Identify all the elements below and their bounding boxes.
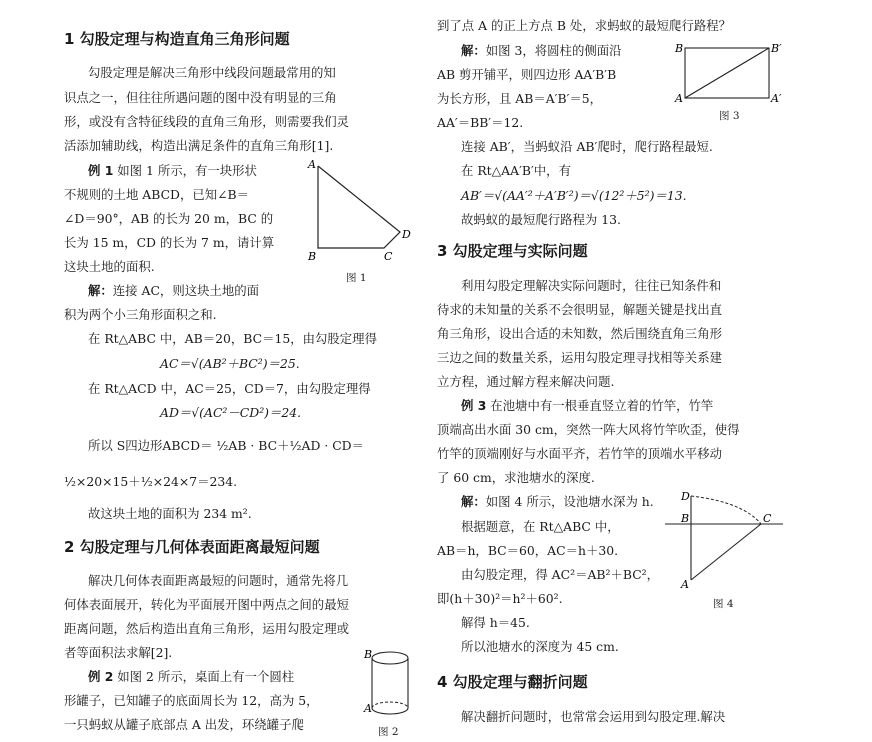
equation-area: 所以 S四边形ABCD＝ ½AB · BC＋½AD · CD＝ [88, 438, 365, 453]
figure-1 [308, 158, 411, 284]
example-1-text: 如图 1 所示，有一块形状 [117, 163, 257, 178]
solution-label: 解： [461, 494, 486, 509]
example-line: 这块土地的面积. [64, 259, 155, 274]
fig2-label-b: B [364, 648, 373, 661]
section-3-title: 3 勾股定理与实际问题 [437, 242, 588, 260]
solution-line: AA′＝BB′＝12. [437, 115, 524, 130]
solution-3-line [461, 496, 654, 508]
fig3-label-a: A [675, 92, 683, 105]
fig1-label-b: B [308, 250, 317, 263]
fig4-label-d: D [681, 490, 690, 503]
solution-label: 解： [461, 43, 486, 58]
equation-ac: AC＝√(AB²＋BC²)＝25. [160, 356, 300, 371]
solution-line: 由勾股定理，得 AC²＝AB²＋BC²， [461, 567, 660, 582]
figure-2-caption: 图 2 [378, 726, 399, 738]
solution-label: 解： [88, 283, 113, 298]
solution-line: 根据题意，在 Rt△ABC 中， [461, 519, 620, 534]
figure-3-caption: 图 3 [719, 110, 740, 122]
solution-line: 在 Rt△AA′B′中，有 [461, 163, 571, 178]
paragraph-line: 何体表面展开，转化为平面展开图中两点之间的最短 [64, 597, 349, 612]
figure-1-diagram [308, 158, 411, 263]
example-2-line [88, 671, 294, 683]
solution-conclusion: 故蚂蚁的最短爬行路程为 13. [461, 212, 621, 227]
example-line: ∠D＝90°，AB 的长为 20 m，BC 的 [64, 211, 274, 226]
paragraph-line: 者等面积法求解[2]. [64, 645, 173, 660]
figure-1-caption: 图 1 [346, 272, 367, 284]
example-1-line [88, 165, 257, 177]
example-2-text: 如图 2 所示，桌面上有一个圆柱 [117, 669, 295, 684]
example-3-line [461, 400, 713, 412]
example-2-label: 例 2 [88, 669, 114, 684]
example-line: 竹竿的顶端刚好与水面平齐，若竹竿的顶端水平移动 [437, 446, 722, 461]
figure-3 [675, 40, 785, 120]
fig2-label-a: A [364, 702, 372, 715]
solution-text: 连接 AC，则这块土地的面 [112, 283, 260, 298]
paragraph-line: 角三角形，设出合适的未知数，然后围绕直角三角形 [437, 326, 722, 341]
solution-line: 解得 h＝45. [461, 615, 530, 630]
paragraph-line: 勾股定理是解决三角形中线段问题最常用的知 [88, 65, 336, 80]
figure-3-diagram [675, 40, 785, 105]
paragraph-line: 解决几何体表面距离最短的问题时，通常先将几 [88, 573, 349, 588]
figure-2-diagram [362, 650, 422, 726]
solution-conclusion: 故这块土地的面积为 234 m². [88, 506, 252, 521]
fig1-label-c: C [384, 250, 393, 263]
fig4-label-a: A [681, 578, 689, 591]
example-line: 形罐子，已知罐子的底面周长为 12，高为 5， [64, 693, 319, 708]
solution-conclusion: 所以池塘水的深度为 45 cm. [461, 639, 619, 654]
equation-ab-prime: AB′＝√(AA′²＋A′B′²)＝√(12²＋5²)＝13. [461, 188, 687, 203]
example-line: 顶端高出水面 30 cm，突然一阵大风将竹竿吹歪，使得 [437, 422, 740, 437]
section-2-title: 2 勾股定理与几何体表面距离最短问题 [64, 538, 320, 556]
figure-4 [663, 490, 783, 610]
equation-ad: AD＝√(AC²－CD²)＝24. [160, 405, 302, 420]
fig3-label-b: B [675, 42, 684, 55]
solution-line: 在 Rt△ABC 中，AB＝20，BC＝15，由勾股定理得 [88, 331, 377, 346]
fig1-label-d: D [402, 228, 411, 241]
solution-2-line [461, 45, 622, 57]
solution-line: 即(h＋30)²＝h²＋60². [437, 591, 563, 606]
solution-line: AB 剪开铺平，则四边形 AA′B′B [437, 67, 617, 82]
solution-text: 如图 3，将圆柱的侧面沿 [485, 43, 622, 58]
solution-line: AB＝h，BC＝60，AC＝h＋30. [437, 543, 619, 558]
example-3-text: 在池塘中有一根垂直竖立着的竹竿，竹竿 [490, 398, 714, 413]
example-line: 一只蚂蚁从罐子底部点 A 出发，环绕罐子爬 [64, 717, 304, 732]
paragraph-line: 待求的未知量的关系不会很明显，解题关键是找出直 [437, 302, 722, 317]
fig4-label-c: C [763, 512, 772, 525]
example-line: 不规则的土地 ABCD，已知∠B＝ [64, 187, 250, 202]
fig3-label-bp: B′ [771, 42, 782, 55]
paragraph-line: 识点之一，但往往所遇问题的图中没有明显的三角 [64, 90, 337, 105]
paragraph-line: 距离问题，然后构造出直角三角形，运用勾股定理或 [64, 621, 349, 636]
figure-4-diagram [663, 490, 783, 590]
example-line: 了 60 cm，求池塘水的深度. [437, 470, 595, 485]
paragraph-line: 形，或没有含特征线段的直角三角形，则需要我们灵 [64, 114, 349, 129]
paragraph-line: 利用勾股定理解决实际问题时，往往已知条件和 [461, 278, 722, 293]
fig1-label-a: A [308, 158, 316, 171]
figure-2 [362, 650, 422, 740]
example-line: 长为 15 m，CD 的长为 7 m，请计算 [64, 235, 275, 250]
figure-4-caption: 图 4 [713, 598, 734, 610]
solution-line: 在 Rt△ACD 中，AC＝25，CD＝7，由勾股定理得 [88, 381, 371, 396]
example-3-label: 例 3 [461, 398, 487, 413]
paragraph-line: 活添加辅助线，构造出满足条件的直角三角形[1]. [64, 138, 334, 153]
equation-area-result: ½×20×15＋½×24×7＝234. [64, 474, 238, 489]
solution-text: 如图 4 所示，设池塘水深为 h. [485, 494, 654, 509]
example-line: 到了点 A 的正上方点 B 处，求蚂蚁的最短爬行路程？ [437, 18, 732, 33]
solution-line: 积为两个小三角形面积之和. [64, 307, 217, 322]
solution-1-line [88, 285, 259, 297]
fig3-label-ap: A′ [771, 92, 782, 105]
section-4-title: 4 勾股定理与翻折问题 [437, 673, 588, 691]
paragraph-line: 三边之间的数量关系，运用勾股定理寻找相等关系建 [437, 350, 722, 365]
section-1-title: 1 勾股定理与构造直角三角形问题 [64, 30, 290, 48]
example-1-label: 例 1 [88, 163, 114, 178]
solution-line: 连接 AB′，当蚂蚁沿 AB′爬时，爬行路程最短. [461, 139, 713, 154]
paragraph-line: 解决翻折问题时，也常常会运用到勾股定理.解决 [461, 709, 726, 724]
fig4-label-b: B [681, 512, 690, 525]
paragraph-line: 立方程，通过解方程来解决问题. [437, 374, 615, 389]
solution-line: 为长方形，且 AB＝A′B′＝5， [437, 91, 603, 106]
